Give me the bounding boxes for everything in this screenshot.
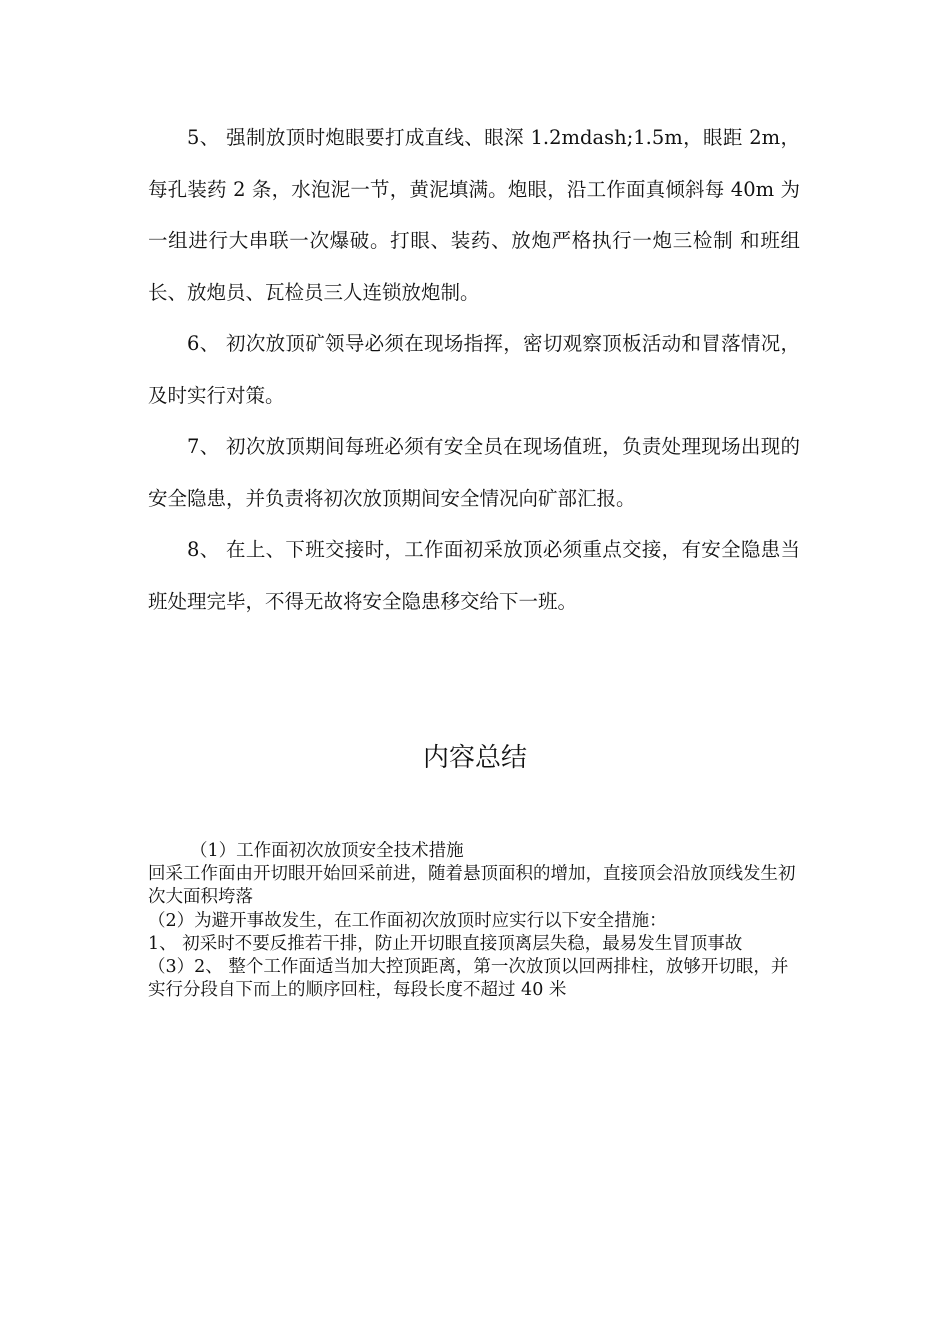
summary-title: 内容总结 [422, 743, 527, 773]
summary-line: （3）2、 整个工作面适当加大控顶距离，第一次放顶以回两排柱，放够开切眼，并实行分段自下而上的顺序回柱，每段长度不超过 40 米 [148, 957, 789, 1001]
body-section [148, 112, 800, 627]
summary-line: 回采工作面由开切眼开始回采前进，随着悬顶面积的增加，直接顶会沿放顶线发生初次大面积垮落 [148, 864, 796, 908]
summary-line: （2）为避开事故发生，在工作面初次放顶时应实行以下安全措施： [148, 910, 667, 931]
paragraph-8: 8、 在上、下班交接时，工作面初采放顶必须重点交接，有安全隐患当班处理完毕，不得无故将安全隐患移交给下一班。 [148, 538, 800, 613]
paragraph-6: 6、 初次放顶矿领导必须在现场指挥，密切观察顶板活动和冒落情况，及时实行对策。 [148, 332, 800, 407]
summary-section [148, 840, 800, 1002]
paragraph-5: 5、 强制放顶时炮眼要打成直线、眼深 1.2mdash;1.5m，眼距 2m，每孔装药 2 条，水泡泥一节，黄泥填满。炮眼，沿工作面真倾斜每 40m 为一组进行大串联一次爆破。打眼、装药、放炮严格执行一炮三检制 和班组长、放炮员、瓦检员三人连锁放炮制。 [148, 126, 800, 304]
summary-line: 1、 初采时不要反推若干排，防止开切眼直接顶离层失稳，最易发生冒顶事故 [148, 933, 743, 954]
paragraph-7: 7、 初次放顶期间每班必须有安全员在现场值班，负责处理现场出现的安全隐患，并负责将初次放顶期间安全情况向矿部汇报。 [148, 435, 800, 510]
summary-line: （1）工作面初次放顶安全技术措施 [190, 841, 464, 861]
